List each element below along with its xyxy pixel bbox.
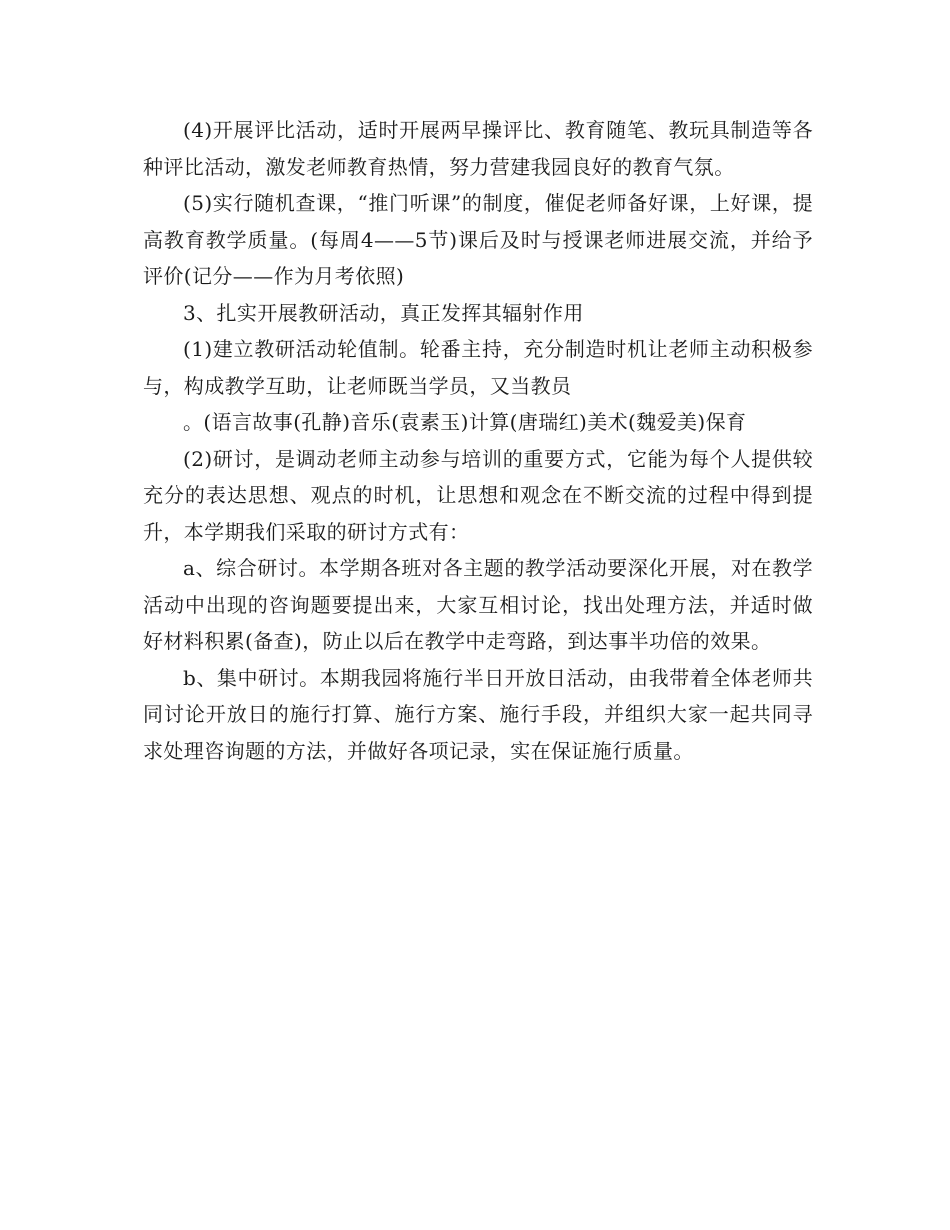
paragraph-random-class-inspection: (5)实行随机查课，“推门听课”的制度，催促老师备好课，上好课，提高教育教学质量。(每周4——5节)课后及时与授课老师进展交流，并给予评价(记分——作为月考依照) bbox=[143, 191, 813, 288]
paragraph-comprehensive-discussion: a、综合研讨。本学期各班对各主题的教学活动要深化开展，对在教学活动中出现的咨询题要提出来，大家互相讨论，找出处理方法，并适时做好材料积累(备查)，防止以后在教学中走弯路，到达事半功倍的效果。 bbox=[143, 556, 813, 653]
section-heading-teaching-research: 3、扎实开展教研活动，真正发挥其辐射作用 bbox=[183, 300, 584, 325]
paragraph-discussion-intro: (2)研讨，是调动老师主动参与培训的重要方式，它能为每个人提供较充分的表达思想、观点的时机，让思想和观念在不断交流的过程中得到提升，本学期我们采取的研讨方式有： bbox=[143, 446, 813, 544]
paragraph-subject-list: 。(语言故事(孔静)音乐(袁素玉)计算(唐瑞红)美术(魏爱美)保育 bbox=[183, 410, 747, 434]
paragraph-rotation-system: (1)建立教研活动轮值制。轮番主持，充分制造时机让老师主动积极参与，构成教学互助，让老师既当学员，又当教员 bbox=[143, 337, 813, 398]
paragraph-focused-discussion: b、集中研讨。本期我园将施行半日开放日活动，由我带着全体老师共同讨论开放日的施行打算、施行方案、施行手段，并组织大家一起共同寻求处理咨询题的方法，并做好各项记录，实在保证施行质量。 bbox=[143, 665, 813, 763]
document-body bbox=[143, 112, 813, 769]
paragraph-evaluation-activities: (4)开展评比活动，适时开展两早操评比、教育随笔、教玩具制造等各种评比活动，激发老师教育热情，努力营建我园良好的教育气氛。 bbox=[143, 118, 813, 179]
